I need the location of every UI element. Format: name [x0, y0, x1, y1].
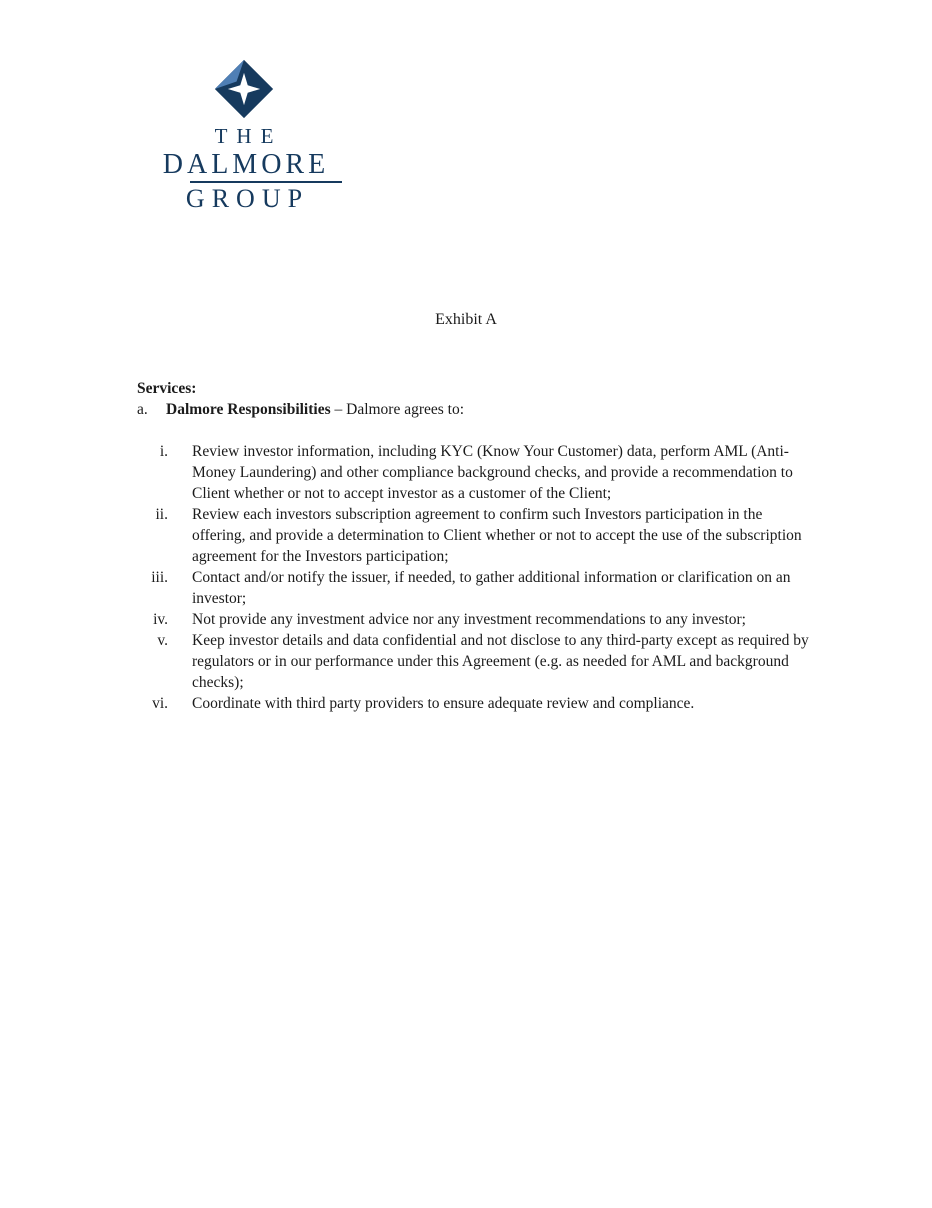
list-item-numeral: vi.: [152, 695, 168, 712]
exhibit-heading: Exhibit A: [435, 311, 497, 328]
list-item-text: Review each investors subscription agreement to confirm such Investors participation in the offering, and provide a determination to Client whether or not to accept the use of the subscription agreement for the Investors participation;: [192, 506, 802, 565]
list-item: [137, 441, 815, 504]
list-item-numeral: i.: [159, 443, 168, 460]
intro-text: [166, 399, 464, 420]
logo-text-the: THE: [214, 124, 283, 148]
list-item-numeral: v.: [157, 632, 168, 649]
responsibilities-list: [137, 441, 815, 714]
list-item-numeral: ii.: [155, 506, 168, 523]
list-item: [137, 504, 815, 567]
list-item: [137, 693, 815, 714]
list-item: [137, 609, 815, 630]
logo-text-group: GROUP: [185, 184, 310, 213]
list-item-text: Contact and/or notify the issuer, if needed, to gather additional information or clarification on an investor;: [192, 569, 791, 607]
services-label: Services:: [137, 380, 197, 397]
dalmore-group-logo: [138, 58, 350, 213]
list-item-text: Keep investor details and data confidential and not disclose to any third-party except as required by regulators or in our performance under this Agreement (e.g. as needed for AML and background checks);: [192, 632, 809, 691]
list-item: [137, 567, 815, 609]
list-item-text: Coordinate with third party providers to ensure adequate review and compliance.: [192, 695, 695, 712]
list-item-numeral: iv.: [153, 611, 168, 628]
intro-bold-text: Dalmore Responsibilities: [166, 401, 331, 418]
logo-text-dalmore: DALMORE: [162, 149, 330, 180]
intro-rest-text: – Dalmore agrees to:: [330, 401, 465, 418]
list-item-text: Review investor information, including KYC (Know Your Customer) data, perform AML (Anti-Money Laundering) and other compliance background checks, and provide a recommendation to Client whether or not to accept investor as a customer of the Client;: [192, 443, 793, 502]
list-item-numeral: iii.: [151, 569, 168, 586]
list-item: [137, 630, 815, 693]
diamond-star-logo-icon: [213, 58, 275, 120]
logo-underline: [190, 181, 342, 183]
responsibilities-intro: [137, 399, 815, 420]
list-item-text: Not provide any investment advice nor any investment recommendations to any investor;: [192, 611, 746, 628]
intro-marker: a.: [137, 401, 148, 418]
document-content: [137, 378, 815, 714]
